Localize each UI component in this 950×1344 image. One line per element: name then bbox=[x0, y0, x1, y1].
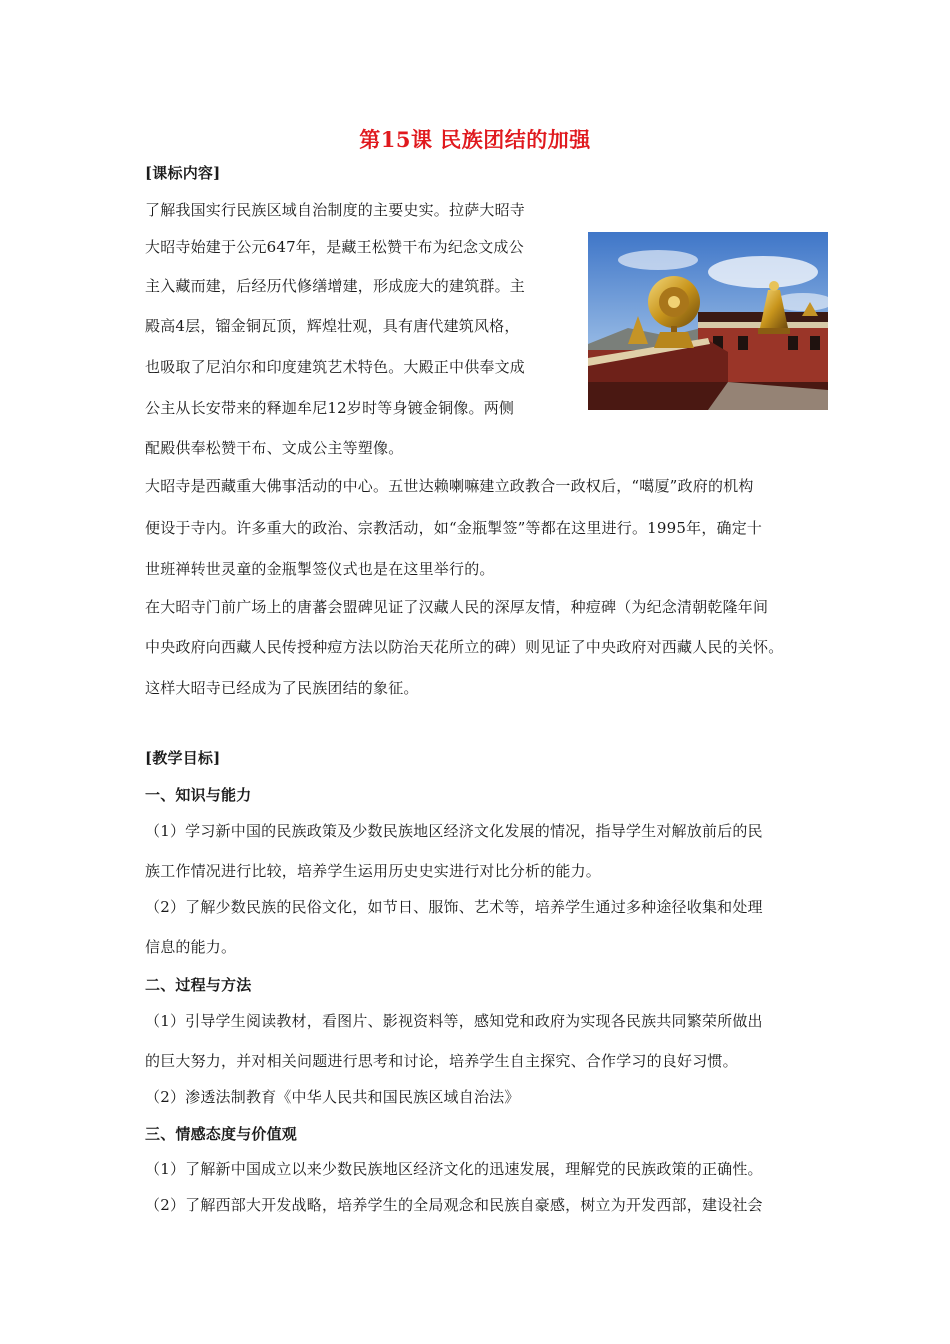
paragraph-line: （1）引导学生阅读教材，看图片、影视资料等，感知党和政府为实现各民族共同繁荣所做出 bbox=[145, 1012, 763, 1030]
paragraph-line: （2）了解少数民族的民俗文化，如节日、服饰、艺术等，培养学生通过多种途径收集和处理 bbox=[145, 898, 763, 916]
section-heading-objectives: [教学目标] bbox=[145, 749, 221, 767]
jokhang-temple-photo bbox=[588, 232, 828, 410]
paragraph-line: 便设于寺内。许多重大的政治、宗教活动，如“金瓶掣签”等都在这里进行。1995年，确定十 bbox=[145, 519, 763, 537]
paragraph-line: （1）了解新中国成立以来少数民族地区经济文化的迅速发展，理解党的民族政策的正确性。 bbox=[145, 1160, 763, 1178]
paragraph-line: 主入藏而建，后经历代修缮增建，形成庞大的建筑群。主 bbox=[145, 277, 526, 295]
paragraph-line: 配殿供奉松赞干布、文成公主等塑像。 bbox=[145, 439, 404, 457]
paragraph-line: 中央政府向西藏人民传授种痘方法以防治天花所立的碑）则见证了中央政府对西藏人民的关怀。 bbox=[145, 638, 784, 656]
paragraph-line: 这样大昭寺已经成为了民族团结的象征。 bbox=[145, 679, 419, 697]
paragraph-line: 大昭寺始建于公元647年，是藏王松赞干布为纪念文成公 bbox=[145, 238, 524, 256]
paragraph-line: 族工作情况进行比较，培养学生运用历史史实进行对比分析的能力。 bbox=[145, 862, 602, 880]
paragraph-line: 殿高4层，镏金铜瓦顶，辉煌壮观，具有唐代建筑风格， bbox=[145, 317, 520, 335]
paragraph-line: （2）渗透法制教育《中华人民共和国民族区域自治法》 bbox=[145, 1088, 520, 1106]
paragraph-line: （1）学习新中国的民族政策及少数民族地区经济文化发展的情况，指导学生对解放前后的民 bbox=[145, 822, 763, 840]
subheading-knowledge: 一、知识与能力 bbox=[145, 786, 252, 804]
paragraph-line: 大昭寺是西藏重大佛事活动的中心。五世达赖喇嘛建立政教合一政权后，“噶厦”政府的机构 bbox=[145, 477, 754, 495]
subheading-attitude: 三、情感态度与价值观 bbox=[145, 1125, 298, 1143]
paragraph-line: 了解我国实行民族区域自治制度的主要史实。拉萨大昭寺 bbox=[145, 201, 526, 219]
paragraph-line: 在大昭寺门前广场上的唐蕃会盟碑见证了汉藏人民的深厚友情，种痘碑（为纪念清朝乾隆年间 bbox=[145, 598, 769, 616]
paragraph-line: 信息的能力。 bbox=[145, 938, 237, 956]
subheading-process: 二、过程与方法 bbox=[145, 976, 252, 994]
paragraph-line: 公主从长安带来的释迦牟尼12岁时等身镀金铜像。两侧 bbox=[145, 399, 515, 417]
section-heading-curriculum: [课标内容] bbox=[145, 164, 221, 182]
page-title: 第15课 民族团结的加强 bbox=[359, 127, 591, 152]
paragraph-line: （2）了解西部大开发战略，培养学生的全局观念和民族自豪感，树立为开发西部，建设社会 bbox=[145, 1196, 763, 1214]
paragraph-line: 的巨大努力，并对相关问题进行思考和讨论，培养学生自主探究、合作学习的良好习惯。 bbox=[145, 1052, 738, 1070]
paragraph-line: 也吸取了尼泊尔和印度建筑艺术特色。大殿正中供奉文成 bbox=[145, 358, 526, 376]
paragraph-line: 世班禅转世灵童的金瓶掣签仪式也是在这里举行的。 bbox=[145, 560, 495, 578]
